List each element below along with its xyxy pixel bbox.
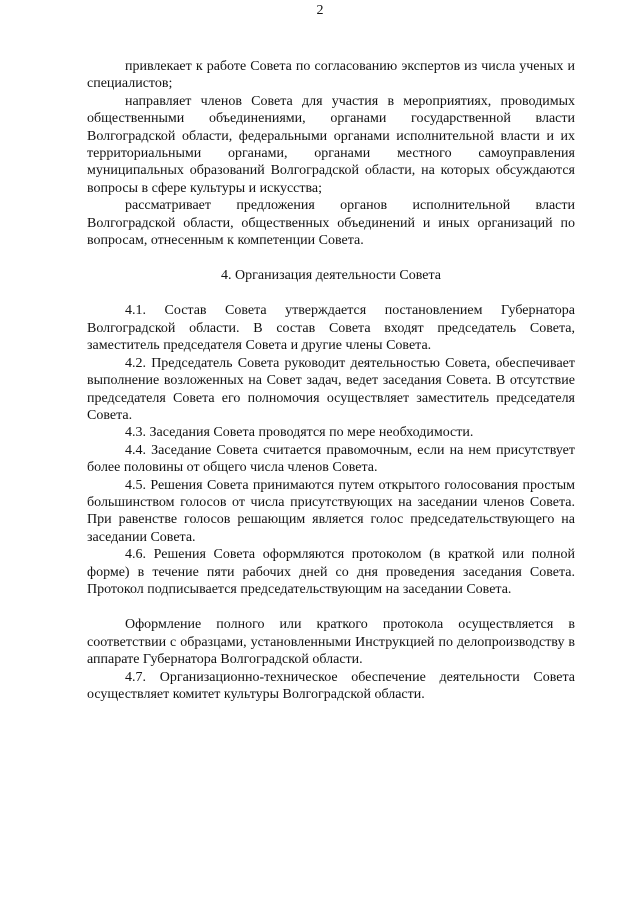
paragraph: Оформление полного или краткого протокола осуществляется в соответствии с образцами, установленными Инструкцией по делопроизводству в аппарате Губернатора Волгоградской области.: [87, 617, 575, 668]
paragraph: привлекает к работе Совета по согласованию экспертов из числа ученых и специалистов;: [87, 59, 575, 92]
document-body: [87, 58, 575, 703]
paragraph: рассматривает предложения органов исполнительной власти Волгоградской области, общественных объединений и иных организаций по вопросам, отнесенным к компетенции Совета.: [87, 198, 575, 249]
section-heading: 4. Организация деятельности Совета: [221, 268, 441, 284]
page-number: 2: [316, 3, 324, 18]
paragraph: 4.3. Заседания Совета проводятся по мере необходимости.: [125, 425, 474, 441]
paragraph: 4.5. Решения Совета принимаются путем открытого голосования простым большинством голосов от числа присутствующих на заседании членов Совета. При равенстве голосов решающим является голос председательствующего на заседании Совета.: [87, 477, 575, 545]
paragraph: 4.1. Состав Совета утверждается постановлением Губернатора Волгоградской области. В состав Совета входят председатель Совета, заместитель председателя Совета и другие члены Совета.: [87, 303, 575, 354]
paragraph: 4.2. Председатель Совета руководит деятельностью Совета, обеспечивает выполнение возложенных на Совет задач, ведет заседания Совета. В отсутствие председателя Совета его полномочия осуществляет заместитель председателя Совета.: [87, 355, 575, 423]
paragraph: направляет членов Совета для участия в мероприятиях, проводимых общественными объединениями, органами государственной власти Волгоградской области, федеральными органами исполнительной власти и их территориальными органами, органами местного самоуправления муниципальных образований Волгоградской области, на которых обсуждаются вопросы в сфере культуры и искусства;: [87, 93, 575, 196]
paragraph: 4.7. Организационно-техническое обеспечение деятельности Совета осуществляет комитет культуры Волгоградской области.: [87, 669, 575, 702]
paragraph: 4.4. Заседание Совета считается правомочным, если на нем присутствует более половины от общего числа членов Совета.: [87, 442, 575, 476]
paragraph: 4.6. Решения Совета оформляются протоколом (в краткой или полной форме) в течение пяти рабочих дней со дня проведения заседания Совета. Протокол подписывается председательствующим на заседании Совета.: [87, 547, 575, 597]
